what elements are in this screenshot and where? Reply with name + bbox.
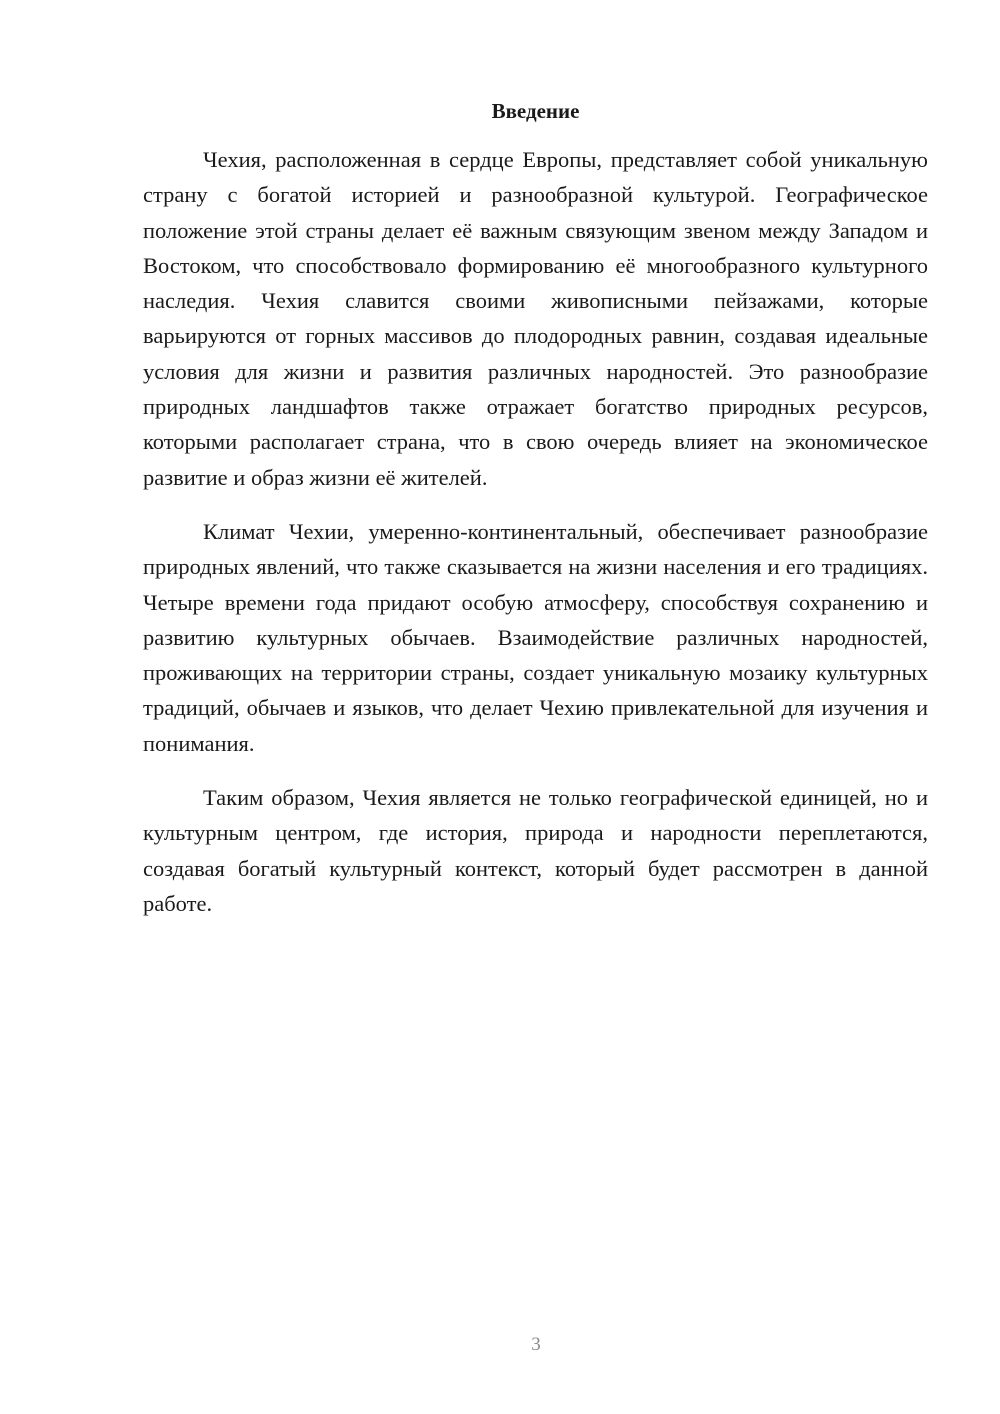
paragraph-2: Климат Чехии, умеренно-континентальный, обеспечивает разнообразие природных явлений, что также сказывается на жизни населения и его традициях. Четыре времени года придают особую атмосферу, способствуя сохранению и развитию культурных обычаев. Взаимодействие различных народностей, проживающих на территории страны, создает уникальную мозаику культурных традиций, обычаев и языков, что делает Чехию привлекательной для изучения и понимания. — [143, 518, 928, 756]
paragraph-1: Чехия, расположенная в сердце Европы, представляет собой уникальную страну с богатой историей и разнообразной культурой. Географическое положение этой страны делает её важным связующим звеном между Западом и Востоком, что способствовало формированию её многообразного культурного наследия. Чехия славится своими живописными пейзажами, которые варьируются от горных массивов до плодородных равнин, создавая идеальные условия для жизни и развития различных народностей. Это разнообразие природных ландшафтов также отражает богатство природных ресурсов, которыми располагает страна, что в свою очередь влияет на экономическое развитие и образ жизни её жителей. — [143, 147, 928, 490]
body-text — [143, 142, 928, 940]
paragraph-3: Таким образом, Чехия является не только географической единицей, но и культурным центром, где история, природа и народности переплетаются, создавая богатый культурный контекст, который будет рассмотрен в данной работе. — [143, 785, 928, 916]
section-title: Введение — [491, 99, 580, 123]
page-number: 3 — [531, 1334, 541, 1355]
